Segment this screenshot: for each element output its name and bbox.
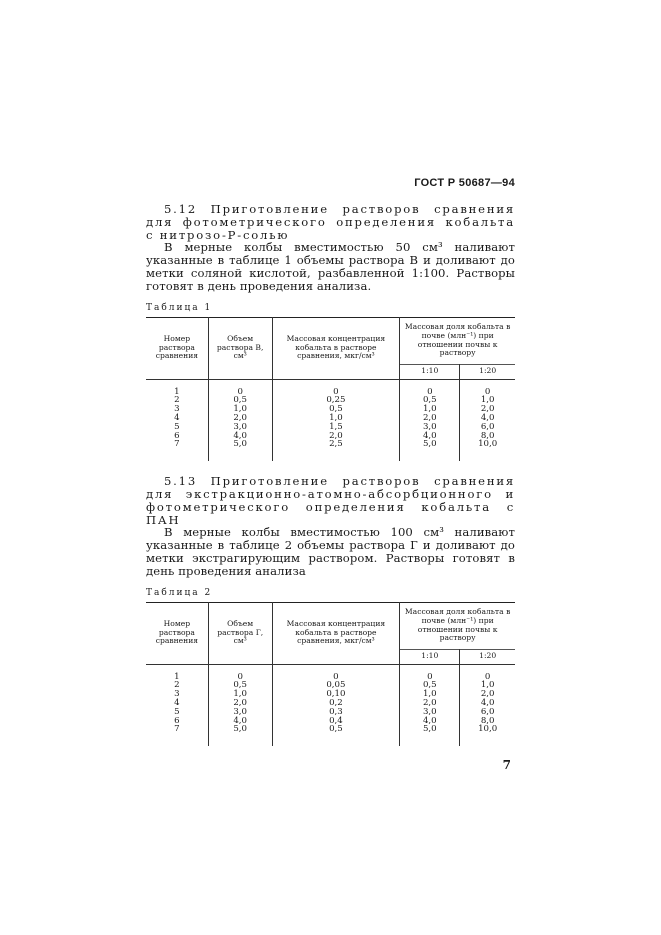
- column-header-ratio-1-10: 1:10: [400, 649, 460, 664]
- table-cell: 4,0: [480, 697, 495, 708]
- table-cell: 0,5: [400, 681, 460, 690]
- table-cell: 2,0: [480, 689, 495, 700]
- column-header-ratio-1-20: 1:20: [460, 649, 515, 664]
- section-5-12: [146, 203, 515, 293]
- table-row: [146, 440, 515, 461]
- table-cell: 4,0: [208, 432, 272, 441]
- column-header-ratio-1-10: 1:10: [400, 364, 460, 379]
- section-5-13: [146, 475, 515, 577]
- column-header-mass-fraction: Массовая доля кобальта в почве (млн⁻¹) при отношении почвы к раствору: [400, 317, 515, 364]
- table-cell: 3,0: [208, 708, 272, 717]
- table-cell: 2,0: [208, 414, 272, 423]
- table-cell: 3: [146, 405, 208, 414]
- table-cell: 6,0: [480, 706, 495, 717]
- document-id: ГОСТ Р 50687—94: [414, 177, 515, 189]
- table-1: [146, 317, 515, 462]
- table-cell: 0: [400, 379, 460, 396]
- page-number: 7: [502, 758, 511, 773]
- section-body: В мерные колбы вместимостью 50 см³ наливают указанные в таблице 1 объемы раствора В и доливают до метки соляной кислотой, разбавленной 1:100. Растворы готовят в день проведения анализа.: [146, 240, 515, 293]
- table-cell: 0,5: [400, 396, 460, 405]
- column-header-number: Номер раствора сравнения: [146, 602, 208, 664]
- table-cell: 5,0: [208, 440, 272, 461]
- table-cell: 2: [146, 681, 208, 690]
- table-cell: 0: [400, 664, 460, 681]
- table-cell: 0,5: [272, 725, 400, 746]
- table-cell: 4,0: [208, 717, 272, 726]
- table-cell: 5: [146, 423, 208, 432]
- table-caption: Таблица 1: [146, 302, 213, 313]
- table-cell: 10,0: [478, 724, 498, 735]
- table-cell: 2,5: [272, 440, 400, 461]
- table-cell: 0: [272, 664, 400, 681]
- table-cell: 3,0: [208, 423, 272, 432]
- table-2: [146, 602, 515, 747]
- table-caption: Таблица 2: [146, 587, 213, 598]
- column-header-concentration: Массовая концентрация кобальта в растворе сравнения, мкг/см³: [272, 317, 400, 379]
- table-cell: 2,0: [400, 699, 460, 708]
- table-cell: 1,0: [480, 680, 495, 691]
- table-cell: 2,0: [480, 404, 495, 415]
- table-cell: 1,0: [480, 395, 495, 406]
- table-cell: 1,0: [208, 690, 272, 699]
- table-cell: 5,0: [400, 725, 460, 746]
- table-cell: 1,5: [272, 423, 400, 432]
- table-cell: 6,0: [480, 421, 495, 432]
- table-cell: 4: [146, 699, 208, 708]
- table-cell: 0: [208, 379, 272, 396]
- column-header-volume: Объем раствора Г, см³: [208, 602, 272, 664]
- table-cell: 2: [146, 396, 208, 405]
- table-cell: 0: [208, 664, 272, 681]
- column-header-mass-fraction: Массовая доля кобальта в почве (млн⁻¹) при отношении почвы к раствору: [400, 602, 515, 649]
- table-cell: 5: [146, 708, 208, 717]
- table-cell: 0,2: [272, 699, 400, 708]
- table-cell: 1: [146, 379, 208, 396]
- section-body: В мерные колбы вместимостью 100 см³ наливают указанные в таблице 2 объемы раствора Г и доливают до метки экстрагирующим раствором. Растворы готовят в день проведения анализа: [146, 525, 515, 578]
- table-cell: 1: [146, 664, 208, 681]
- column-header-volume: Объем раствора В, см³: [208, 317, 272, 379]
- table-cell: 1,0: [272, 414, 400, 423]
- column-header-ratio-1-20: 1:20: [460, 364, 515, 379]
- table-cell: 3: [146, 690, 208, 699]
- table-cell: 1,0: [400, 690, 460, 699]
- table-cell: 0,10: [272, 690, 400, 699]
- table-row: [146, 664, 515, 681]
- table-cell: 10,0: [478, 439, 498, 450]
- table-cell: 5,0: [208, 725, 272, 746]
- table-cell: 8,0: [480, 715, 495, 726]
- table-cell: 3,0: [400, 708, 460, 717]
- table-cell: 0: [460, 664, 515, 681]
- section-title: 5.13 Приготовление растворов сравнения для экстракционно-атомно-абсорбционного и фотометрического определения кобальта с ПАН: [146, 474, 515, 527]
- table-cell: 7: [146, 725, 208, 746]
- table-cell: 0,25: [272, 396, 400, 405]
- table-cell: 5,0: [400, 440, 460, 461]
- column-header-concentration: Массовая концентрация кобальта в растворе сравнения, мкг/см³: [272, 602, 400, 664]
- table-cell: 0,05: [272, 681, 400, 690]
- table-cell: 0,5: [272, 405, 400, 414]
- table-cell: 0: [272, 379, 400, 396]
- table-cell: 4,0: [400, 432, 460, 441]
- table-cell: 7: [146, 440, 208, 461]
- table-cell: 1,0: [400, 405, 460, 414]
- table-cell: 2,0: [272, 432, 400, 441]
- table-cell: 4: [146, 414, 208, 423]
- table-cell: 6: [146, 717, 208, 726]
- page-content: [146, 177, 515, 772]
- column-header-number: Номер раствора сравнения: [146, 317, 208, 379]
- table-cell: 1,0: [208, 405, 272, 414]
- table-cell: 0: [460, 379, 515, 396]
- table-cell: 6: [146, 432, 208, 441]
- table-row: [146, 379, 515, 396]
- table-cell: 8,0: [480, 430, 495, 441]
- table-cell: 3,0: [400, 423, 460, 432]
- table-cell: 4,0: [480, 412, 495, 423]
- table-row: [146, 725, 515, 746]
- table-cell: 2,0: [400, 414, 460, 423]
- table-cell: 0,5: [208, 396, 272, 405]
- section-title: 5.12 Приготовление растворов сравнения для фотометрического определения кобальта с нитрозо-Р-солью: [146, 202, 515, 242]
- table-cell: 0,4: [272, 717, 400, 726]
- table-cell: 2,0: [208, 699, 272, 708]
- table-cell: 0,3: [272, 708, 400, 717]
- table-cell: 4,0: [400, 717, 460, 726]
- table-cell: 0,5: [208, 681, 272, 690]
